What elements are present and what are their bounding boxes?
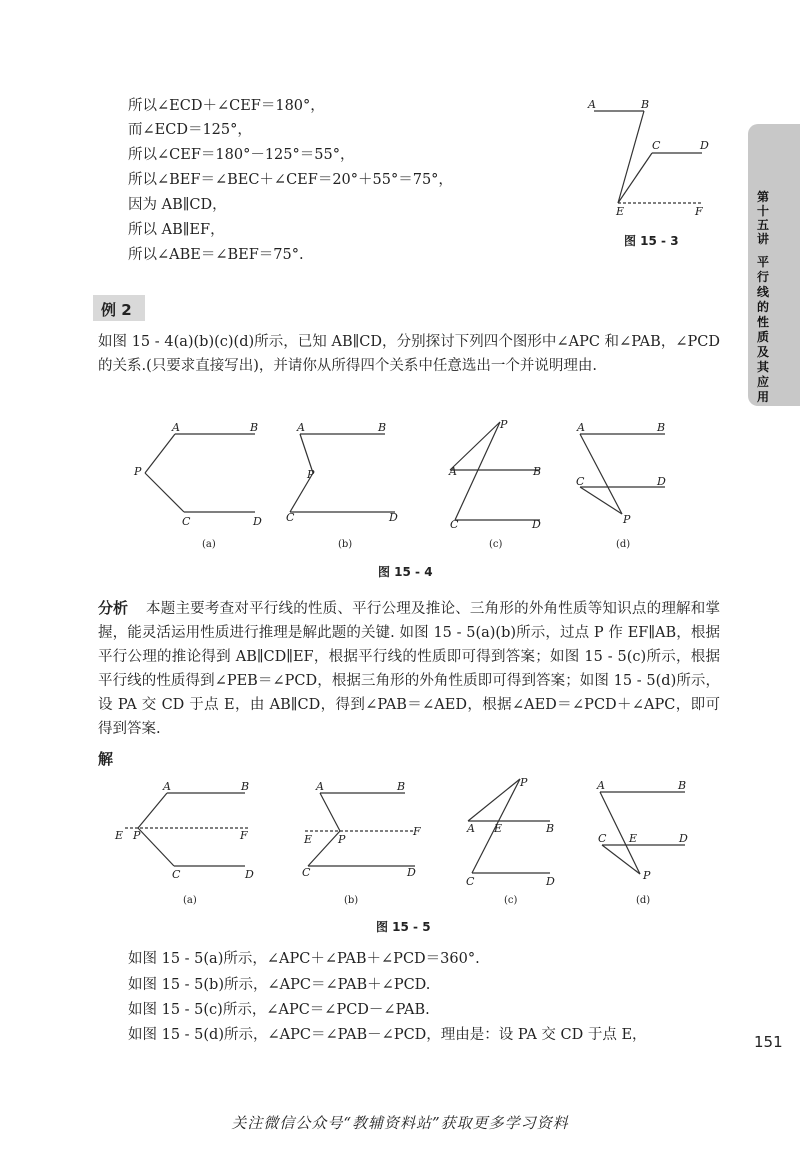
label-p: P <box>133 829 141 842</box>
label-c: C <box>182 515 191 528</box>
label-c: C <box>598 832 607 845</box>
label-d: D <box>407 866 416 879</box>
label-d: D <box>546 875 555 888</box>
text-line: 所以∠ECD＋∠CEF＝180°， <box>128 98 325 114</box>
label-b: B <box>397 780 406 793</box>
label-p: P <box>643 869 651 882</box>
label-a: A <box>449 465 457 478</box>
figure-15-3 <box>580 95 720 225</box>
text-line: 因为 AB∥CD， <box>128 197 227 213</box>
figure-caption: 图 15 - 5 <box>376 920 431 934</box>
figure-caption: 图 15 - 3 <box>624 234 679 248</box>
label-c: C <box>652 139 661 152</box>
label-c: C <box>302 866 311 879</box>
label-e: E <box>115 829 124 842</box>
text-line: 而∠ECD＝125°， <box>128 122 252 138</box>
text-line: 所以 AB∥EF， <box>128 222 225 238</box>
label-c: C <box>466 875 475 888</box>
label-d: D <box>657 475 666 488</box>
label-d: D <box>532 518 541 531</box>
label-p: P <box>623 513 631 526</box>
label-c: C <box>576 475 585 488</box>
text-line: 所以∠CEF＝180°－125°＝55°， <box>128 147 355 163</box>
label-a: A <box>597 779 605 792</box>
text-line: 所以∠BEF＝∠BEC＋∠CEF＝20°＋55°＝75°， <box>128 172 453 188</box>
label-a: A <box>588 98 596 111</box>
text-line: 如图 15 - 5(c)所示，∠APC＝∠PCD－∠PAB. <box>128 1002 430 1018</box>
label-p: P <box>520 776 528 789</box>
label-d: D <box>253 515 262 528</box>
example-text: 如图 15 - 4(a)(b)(c)(d)所示，已知 AB∥CD，分别探讨下列四个图形中∠APC 和∠PAB，∠PCD 的关系.(只要求直接写出)，并请你从所得四个关系中任意选出一个并说明理由. <box>98 334 720 374</box>
label-c: C <box>450 518 459 531</box>
text-line: 所以∠ABE＝∠BEF＝75°. <box>128 247 304 263</box>
figure-caption: 图 15 - 4 <box>378 565 433 579</box>
label-p: P <box>338 833 346 846</box>
label-c: C <box>286 511 295 524</box>
chapter-title: 平行线的性质及其应用 <box>757 255 770 404</box>
label-b: B <box>546 822 555 835</box>
label-e: E <box>304 833 313 846</box>
sub-caption: (c) <box>504 895 518 906</box>
label-b: B <box>641 98 650 111</box>
label-a: A <box>577 421 585 434</box>
label-b: B <box>250 421 259 434</box>
chapter-number: 第十五讲 <box>757 190 770 246</box>
label-f: F <box>240 829 248 842</box>
text-line: 如图 15 - 5(d)所示，∠APC＝∠PAB－∠PCD，理由是：设 PA 交 CD 于点 E， <box>128 1027 647 1043</box>
label-b: B <box>657 421 666 434</box>
solution-heading: 解 <box>98 750 114 768</box>
label-b: B <box>678 779 687 792</box>
figure-15-5 <box>110 775 710 910</box>
chapter-side-tab <box>748 124 800 406</box>
sub-caption: (a) <box>183 895 197 906</box>
footer-note: 关注微信公众号“教辅资料站”获取更多学习资料 <box>231 1114 569 1132</box>
label-d: D <box>389 511 398 524</box>
label-a: A <box>172 421 180 434</box>
label-p: P <box>500 418 508 431</box>
label-e: E <box>616 205 625 218</box>
sub-caption: (a) <box>202 539 216 550</box>
label-a: A <box>316 780 324 793</box>
label-e: E <box>629 832 638 845</box>
label-a: A <box>297 421 305 434</box>
example-tag: 例 2 <box>93 295 145 321</box>
label-d: D <box>245 868 254 881</box>
label-d: D <box>679 832 688 845</box>
figure-15-4 <box>120 415 700 555</box>
label-a: A <box>467 822 475 835</box>
page-number: 151 <box>754 1033 783 1051</box>
label-d: D <box>700 139 709 152</box>
sub-caption: (d) <box>636 895 651 906</box>
sub-caption: (d) <box>616 539 631 550</box>
label-a: A <box>163 780 171 793</box>
sub-caption: (c) <box>489 539 503 550</box>
sub-caption: (b) <box>338 539 353 550</box>
label-c: C <box>172 868 181 881</box>
analysis-text: 本题主要考查对平行线的性质、平行公理及推论、三角形的外角性质等知识点的理解和掌握，能灵活运用性质进行推理是解此题的关键. 如图 15 - 5(a)(b)所示，过点 P 作 EF∥AB，根据平行公理的推论得到 AB∥CD∥EF，根据平行线的性质即可得到答案；如图 15 - 5(c)所示，根据平行线的性质得到∠PEB＝∠PCD，根据三角形的外角性质即可得到答案；如图 15 - 5(d)所示，设 PA 交 CD 于点 E，由 AB∥CD，得到∠PAB＝∠AED，根据∠AED＝∠PCD＋∠APC，即可得到答案. <box>98 601 720 737</box>
text-line: 如图 15 - 5(a)所示，∠APC＋∠PAB＋∠PCD＝360°. <box>128 951 480 967</box>
sub-caption: (b) <box>344 895 359 906</box>
label-e: E <box>494 822 503 835</box>
text-line: 如图 15 - 5(b)所示，∠APC＝∠PAB＋∠PCD. <box>128 977 431 993</box>
label-b: B <box>241 780 250 793</box>
label-b: B <box>378 421 387 434</box>
label-p: P <box>134 465 142 478</box>
label-p: P <box>307 468 315 481</box>
label-b: B <box>533 465 542 478</box>
label-f: F <box>413 825 421 838</box>
analysis-heading: 分析 <box>98 599 129 617</box>
label-f: F <box>695 205 703 218</box>
